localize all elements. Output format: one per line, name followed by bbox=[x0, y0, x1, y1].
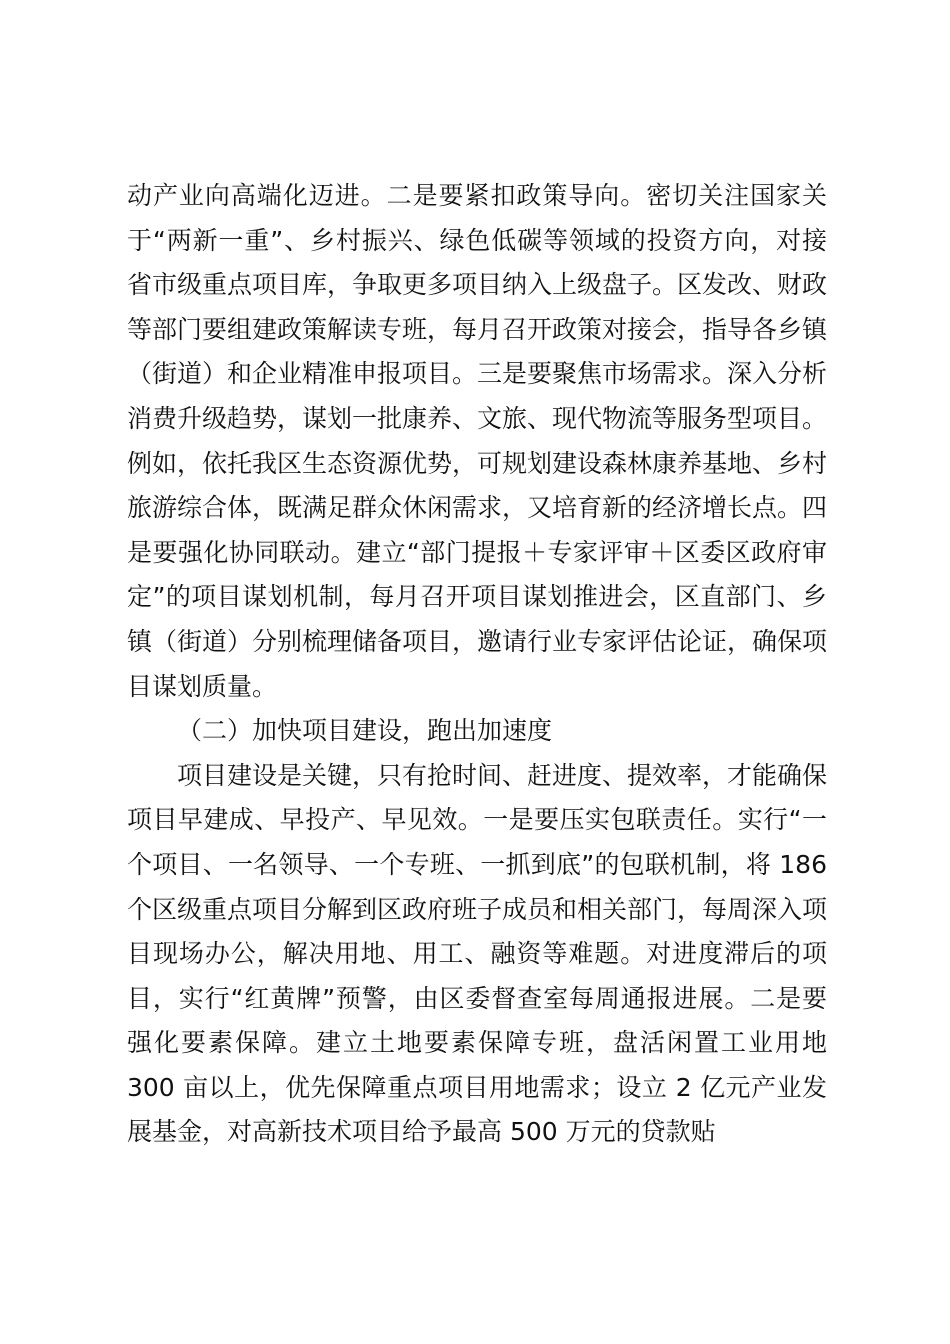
section-heading-2: （二）加快项目建设，跑出加速度 bbox=[177, 716, 553, 746]
body-paragraph-1: 动产业向高端化迈进。二是要紧扣政策导向。密切关注国家关于“两新一重”、乡村振兴、绿色低碳等领域的投资方向，对接省市级重点项目库，争取更多项目纳入上级盘子。区发改、财政等部门要组建政策解读专班，每月召开政策对接会，指导各乡镇（街道）和企业精准申报项目。三是要聚焦市场需求。深入分析消费升级趋势，谋划一批康养、文旅、现代物流等服务型项目。例如，依托我区生态资源优势，可规划建设森林康养基地、乡村旅游综合体，既满足群众休闲需求，又培育新的经济增长点。四是要强化协同联动。建立“部门提报＋专家评审＋区委区政府审定”的项目谋划机制，每月召开项目谋划推进会，区直部门、乡镇（街道）分别梳理储备项目，邀请行业专家评估论证，确保项目谋划质量。 bbox=[127, 181, 828, 701]
document-body bbox=[127, 174, 827, 1155]
body-paragraph-2: 项目建设是关键，只有抢时间、赶进度、提效率，才能确保项目早建成、早投产、早见效。一是要压实包联责任。实行“一个项目、一名领导、一个专班、一抓到底”的包联机制，将 186 个区级重点项目分解到区政府班子成员和相关部门，每周深入项目现场办公，解决用地、用工、融资等难题。对进度滞后的项目，实行“红黄牌”预警，由区委督查室每周通报进展。二是要强化要素保障。建立土地要素保障专班，盘活闲置工业用地 300 亩以上，优先保障重点项目用地需求；设立 2 亿元产业发展基金，对高新技术项目给予最高 500 万元的贷款贴 bbox=[127, 760, 828, 1147]
